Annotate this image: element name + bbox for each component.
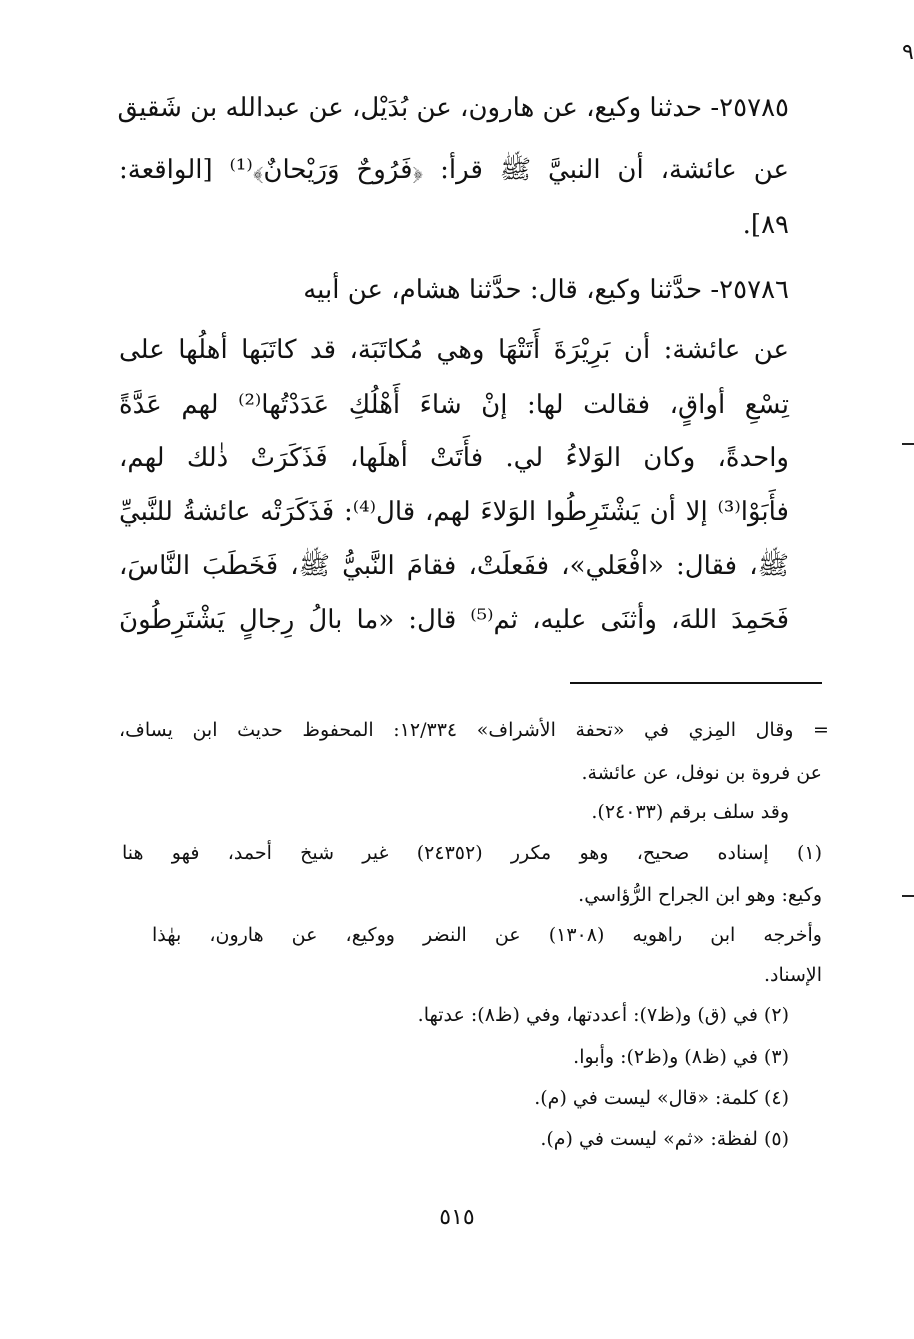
hadith-25786-line-1: ٢٥٧٨٦- حدَّثنا وكيع، قال: حدَّثنا هشام، عن أبيه: [303, 275, 789, 305]
hadith-25786-line-3: تِسْعِ أواقٍ، فقالت لها: إنْ شاءَ أَهْلُكِ عَدَدْتُها⁽²⁾ لهم عَدَّةً: [119, 390, 789, 420]
footnote-1-line-4: الإسناد.: [763, 964, 822, 986]
footnote-1-line-3: وأخرجه ابن راهويه (١٣٠٨) عن النضر ووكيع، عن هارون، بهٰذا: [152, 924, 822, 946]
page-number: ٥١٥: [439, 1205, 475, 1230]
footnote-continued-line-2: عن فروة بن نوفل، عن عائشة.: [581, 762, 822, 784]
footnote-continued-line-1: = وقال المِزي في «تحفة الأشراف» ١٢/٣٣٤: المحفوظ حديث ابن يساف،: [119, 719, 829, 741]
footnote-continued-line-3: وقد سلف برقم (٢٤٠٣٣).: [591, 801, 789, 823]
hadith-25786-line-2: عن عائشة: أن بَرِيْرَةَ أَتَتْهَا وهي مُكاتَبَة، قد كاتَبَها أهلُها على: [119, 335, 789, 365]
hadith-25785-line-1: ٢٥٧٨٥- حدثنا وكيع، عن هارون، عن بُدَيْل، عن عبدالله بن شَقيق: [117, 93, 789, 123]
footnote-4: (٤) كلمة: «قال» ليست في (م).: [534, 1087, 789, 1109]
hadith-25786-line-6: ﷺ، فقال: «افْعَلي»، ففَعلَتْ، فقامَ النَّبيُّ ﷺ، فَخَطَبَ النَّاسَ،: [119, 551, 789, 581]
edge-mark-top: [902, 443, 914, 445]
footnote-3: (٣) في (ظ٨) و(ظ٢): وأبوا.: [573, 1046, 789, 1068]
corner-mark: ٩: [902, 40, 914, 65]
hadith-25786-line-5: فأَبَوْا⁽³⁾ إلا أن يَشْتَرِطُوا الوَلاءَ لهم، قال⁽⁴⁾: فَذَكَرَتْه عائشةُ للنَّبيِّ: [119, 497, 789, 527]
footnote-divider: [570, 682, 822, 684]
footnote-1-line-2: وكيع: وهو ابن الجراح الرُّؤاسي.: [578, 884, 822, 906]
hadith-25786-line-7: فَحَمِدَ اللهَ، وأثنَى عليه، ثم⁽⁵⁾ قال: «ما بالُ رِجالٍ يَشْتَرِطُونَ: [119, 605, 789, 635]
hadith-25785-line-3: ٨٩].: [742, 210, 789, 240]
hadith-25785-line-2: عن عائشة، أن النبيَّ ﷺ قرأ: ﴿فَرُوحٌ وَرَيْحانٌ﴾⁽¹⁾ [الواقعة:: [119, 155, 790, 185]
footnote-5: (٥) لفظة: «ثم» ليست في (م).: [540, 1128, 789, 1150]
hadith-25786-line-4: واحدةً، وكان الوَلاءُ لي. فأَتَتْ أهلَها، فَذَكَرَتْ ذٰلك لهم،: [119, 443, 789, 473]
edge-mark-bottom: [902, 895, 914, 897]
footnote-1-line-1: (١) إسناده صحيح، وهو مكرر (٢٤٣٥٢) غير شيخ أحمد، فهو هنا: [122, 842, 823, 864]
footnote-2: (٢) في (ق) و(ظ٧): أعددتها، وفي (ظ٨): عدتها.: [417, 1004, 789, 1026]
